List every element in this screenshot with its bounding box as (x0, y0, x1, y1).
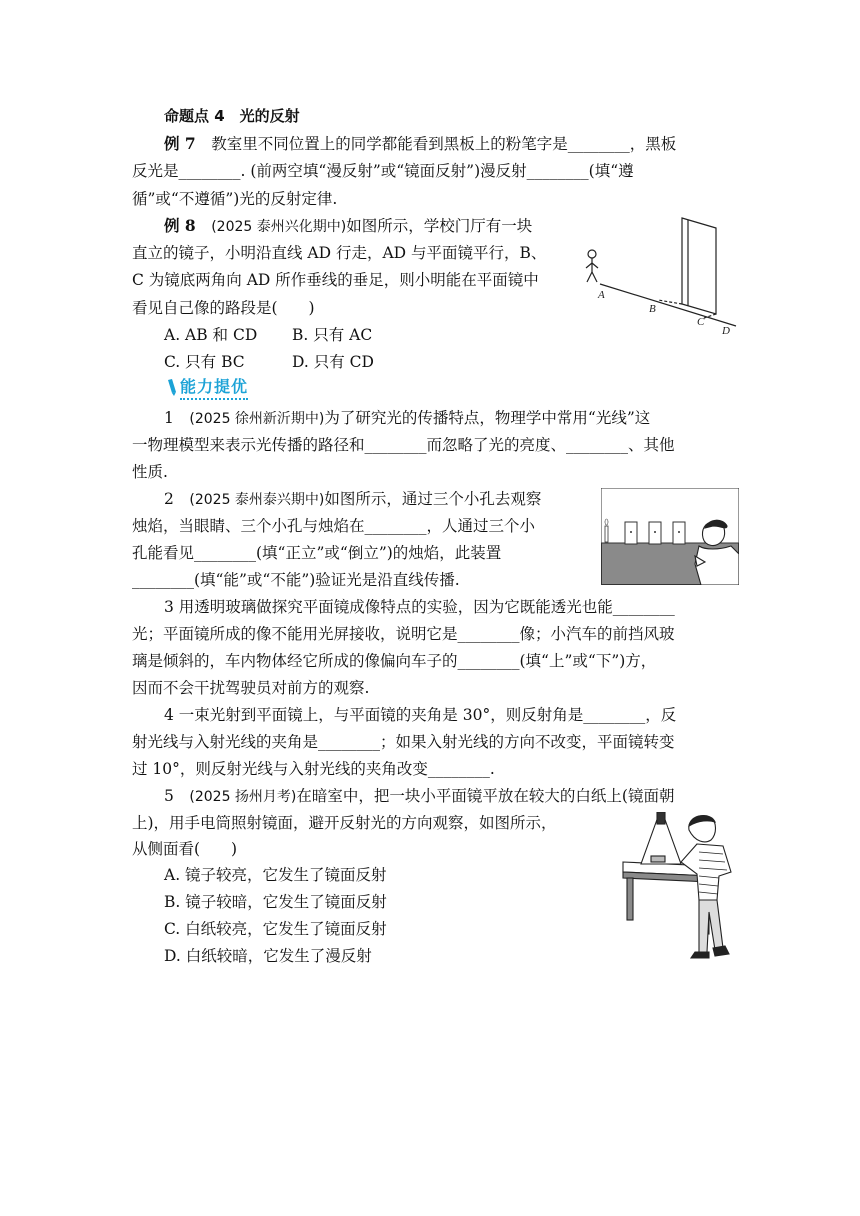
label-b: B (649, 303, 656, 315)
ex8-option-b: B. 只有 AC (292, 326, 373, 344)
q5-line2: 上)，用手电筒照射镜面，避开反射光的方向观察，如图所示， (132, 814, 557, 832)
q4-line1: 4 一束光射到平面镜上，与平面镜的夹角是 30°，则反射角是________，反 (164, 706, 677, 724)
q5-line1 (164, 785, 674, 808)
q5-option-d: D. 白纸较暗，它发生了漫反射 (164, 947, 372, 965)
q1-source: (2025 徐州新沂期中) (189, 411, 325, 427)
ex8-option-d: D. 只有 CD (292, 353, 374, 371)
ex8-line3: C 为镜底两角向 AD 所作垂线的垂足，则小明能在平面镜中 (132, 271, 539, 289)
q2-line1 (164, 488, 541, 511)
section-heading: 命题点 4 光的反射 (164, 107, 300, 125)
q5-line1-text: 在暗室中，把一块小平面镜平放在较大的白纸上(镜面朝 (296, 787, 675, 805)
ex7-line2: 反光是________. (前两空填“漫反射”或“镜面反射”)漫反射________(填“遵 (132, 162, 634, 180)
ex8-source: (2025 泰州兴化期中) (211, 219, 347, 235)
ex7-line1-text: 教室里不同位置上的同学都能看到黑板上的粉笔字是________，黑板 (195, 135, 677, 153)
q2-line1-text: 如图所示，通过三个小孔去观察 (324, 490, 542, 508)
pencil-icon (164, 378, 180, 396)
q2-line4: ________(填“能”或“不能”)验证光是沿直线传播. (132, 571, 460, 589)
q5-source: (2025 扬州月考) (189, 789, 297, 805)
q1-line1 (164, 407, 650, 430)
ex7-line3: 循”或“不遵循”)光的反射定律. (132, 190, 338, 208)
mirror-figure (578, 214, 740, 338)
flashlight-figure (619, 812, 749, 960)
q5-option-a: A. 镜子较亮，它发生了镜面反射 (164, 866, 387, 884)
ex8-line1 (164, 215, 532, 238)
q2-line3: 孔能看见________(填“正立”或“倒立”)的烛焰，此装置 (132, 544, 502, 562)
q2-num: 2 (164, 490, 174, 508)
label-a: A (598, 289, 605, 301)
ability-section-title (164, 374, 248, 400)
q5-option-c: C. 白纸较亮，它发生了镜面反射 (164, 920, 387, 938)
pinhole-figure (601, 488, 739, 585)
q3-line1: 3 用透明玻璃做探究平面镜成像特点的实验，因为它既能透光也能________ (164, 598, 675, 616)
q1-line1-text: 为了研究光的传播特点，物理学中常用“光线”这 (324, 409, 651, 427)
ex8-option-c: C. 只有 BC (164, 353, 245, 371)
q2-source: (2025 泰州泰兴期中) (189, 492, 325, 508)
q3-line4: 因而不会干扰驾驶员对前方的观察. (132, 679, 370, 697)
ex7-line1 (164, 133, 676, 155)
ex8-line2: 直立的镜子，小明沿直线 AD 行走，AD 与平面镜平行，B、 (132, 244, 547, 262)
label-d: D (722, 325, 730, 337)
q3-line2: 光；平面镜所成的像不能用光屏接收，说明它是________像；小汽车的前挡风玻 (132, 625, 675, 643)
label-c: C (697, 316, 705, 328)
ex8-line1-text: 如图所示，学校门厅有一块 (346, 217, 533, 235)
q5-line3: 从侧面看( ) (132, 840, 238, 858)
ability-title: 能力提优 (180, 374, 248, 400)
ex7-label: 例 7 (164, 134, 196, 153)
q1-line2: 一物理模型来表示光传播的路径和________而忽略了光的亮度、________、其他 (132, 436, 675, 454)
ex8-line4: 看见自己像的路段是( ) (132, 299, 315, 317)
ex8-option-a: A. AB 和 CD (164, 326, 258, 344)
q5-option-b: B. 镜子较暗，它发生了镜面反射 (164, 893, 387, 911)
q2-line2: 烛焰，当眼睛、三个小孔与烛焰在________，人通过三个小 (132, 517, 536, 535)
q1-line3: 性质. (132, 463, 168, 481)
q1-num: 1 (164, 409, 174, 427)
ex8-label: 例 8 (164, 216, 196, 235)
q3-line3: 璃是倾斜的，车内物体经它所成的像偏向车子的________(填“上”或“下”)方， (132, 652, 657, 670)
q4-line3: 过 10°，则反射光线与入射光线的夹角改变________. (132, 760, 495, 778)
q4-line2: 射光线与入射光线的夹角是________；如果入射光线的方向不改变，平面镜转变 (132, 733, 675, 751)
q5-num: 5 (164, 787, 174, 805)
